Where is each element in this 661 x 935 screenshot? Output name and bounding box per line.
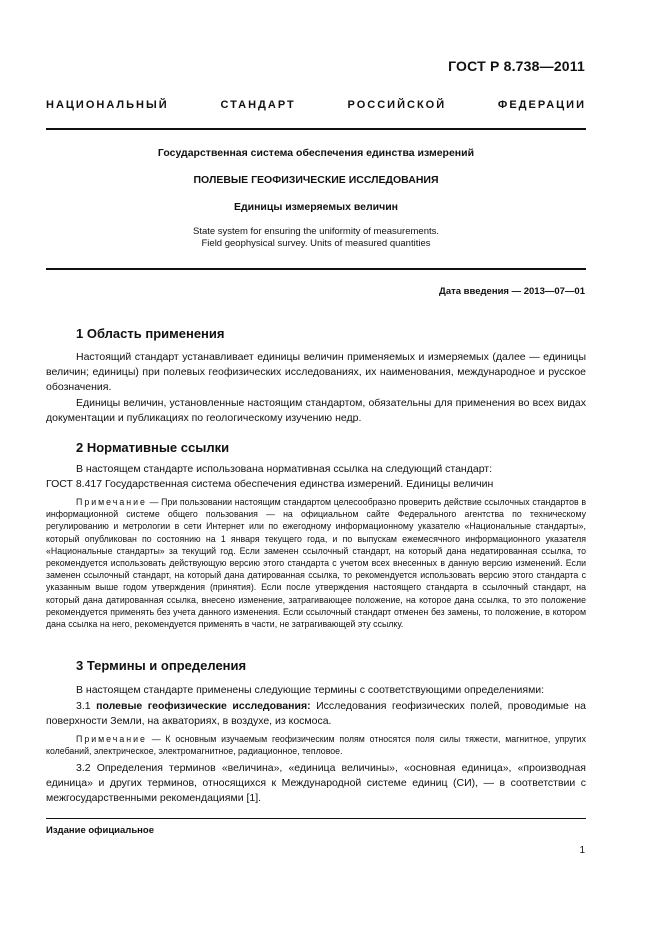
section-1-paragraph-1: Настоящий стандарт устанавливает единицы величин применяемых и измеряемых (далее — единицы величин; единицы) при полевых геофизических исследованиях, их наименования, международное и русское обозначения. — [46, 351, 586, 394]
normative-reference: ГОСТ 8.417 Государственная система обеспечения единства измерений. Единицы величин — [46, 478, 494, 491]
section-2-intro-line: В настоящем стандарте использована нормативная ссылка на следующий стандарт: — [76, 463, 493, 475]
note-label: Примечание — [76, 497, 147, 507]
section-2-note — [46, 496, 586, 630]
section-1-title: 1 Область применения — [76, 326, 225, 341]
section-1-paragraph-2: Единицы величин, установленные настоящим стандартом, обязательны для применения во всех видах документации и публикациях по геологическому изучению недр. — [46, 397, 586, 425]
introduction-date: Дата введения — 2013—07—01 — [439, 286, 585, 297]
section-3-intro: В настоящем стандарте применены следующие термины с соответствующими определениями: — [76, 684, 545, 696]
page-number: 1 — [579, 845, 585, 856]
section-2-paragraph — [46, 462, 586, 492]
units-title: Единицы измеряемых величин — [233, 201, 399, 213]
term-3-2: 3.2 Определения терминов «величина», «единица величины», «основная единица», «производная единица» и других терминов, относящихся к Международной системе единиц (СИ), — в соответствии с межгосударственными рекомендациями [1]. — [46, 762, 586, 805]
subject-title: ПОЛЕВЫЕ ГЕОФИЗИЧЕСКИЕ ИССЛЕДОВАНИЯ — [193, 174, 439, 186]
official-edition-label: Издание официальное — [46, 825, 154, 836]
term-3-1 — [46, 699, 586, 729]
section-3-note — [46, 733, 586, 757]
section-2-title: 2 Нормативные ссылки — [76, 440, 230, 455]
middle-divider — [46, 268, 586, 270]
top-divider — [46, 128, 586, 130]
note-label: Примечание — [76, 734, 147, 744]
term-number: 3.1 — [76, 700, 97, 712]
english-title-line2: Field geophysical survey. Units of measured quantities — [201, 238, 431, 249]
system-title: Государственная система обеспечения единства измерений — [157, 147, 475, 159]
english-title — [46, 226, 586, 250]
national-standard-heading: НАЦИОНАЛЬНЫЙ СТАНДАРТ РОССИЙСКОЙ ФЕДЕРАЦИИ — [46, 99, 586, 111]
term-definition: Исследования геофизических полей, проводимые на поверхности Земли, на акваториях, в воздухе, из космоса. — [46, 700, 586, 728]
english-title-line1: State system for ensuring the uniformity of measurements. — [192, 226, 440, 237]
section-3-title: 3 Термины и определения — [76, 658, 247, 673]
footer-divider — [46, 818, 586, 819]
note-text: — К основным изучаемым геофизическим полям относятся поля силы тяжести, магнитное, упругих колебаний, электрическое, электромагнитное, радиационное, тепловое. — [46, 734, 586, 757]
standard-code: ГОСТ Р 8.738—2011 — [448, 58, 585, 74]
term-name: полевые геофизические исследования: — [96, 700, 311, 712]
note-text: — При пользовании настоящим стандартом целесообразно проверить действие ссылочных стандартов в информационной системе общего пользования — на официальном сайте Федерального агентства по техническому регулированию и метрологии в сети Интернет или по ежегодному информационному указателю «Национальные стандарты», который опубликован по состоянию на 1 января текущего года, и по выпускам ежемесячного информационного указателя «Национальные стандарты» за текущий год. Если заменен ссылочный стандарт, на который дана недатированная ссылка, то рекомендуется использовать действующую версию этого стандарта с учетом всех внесенных в данную версию изменений. Если заменен ссылочный стандарт, на который дана датированная ссылка, то рекомендуется использовать версию этого стандарта с указанным выше годом утверждения (принятия). Если после утверждения настоящего стандарта в ссылочный стандарт, на который дана датированная ссылка, внесено изменение, затрагивающее положение, на которое дана ссылка, то это положение рекомендуется применять без учета данного изменения. Если ссылочный стандарт отменен без замены, то положение, в котором дана ссылка на него, рекомендуется применять в части, не затрагивающей эту ссылку. — [46, 497, 586, 630]
